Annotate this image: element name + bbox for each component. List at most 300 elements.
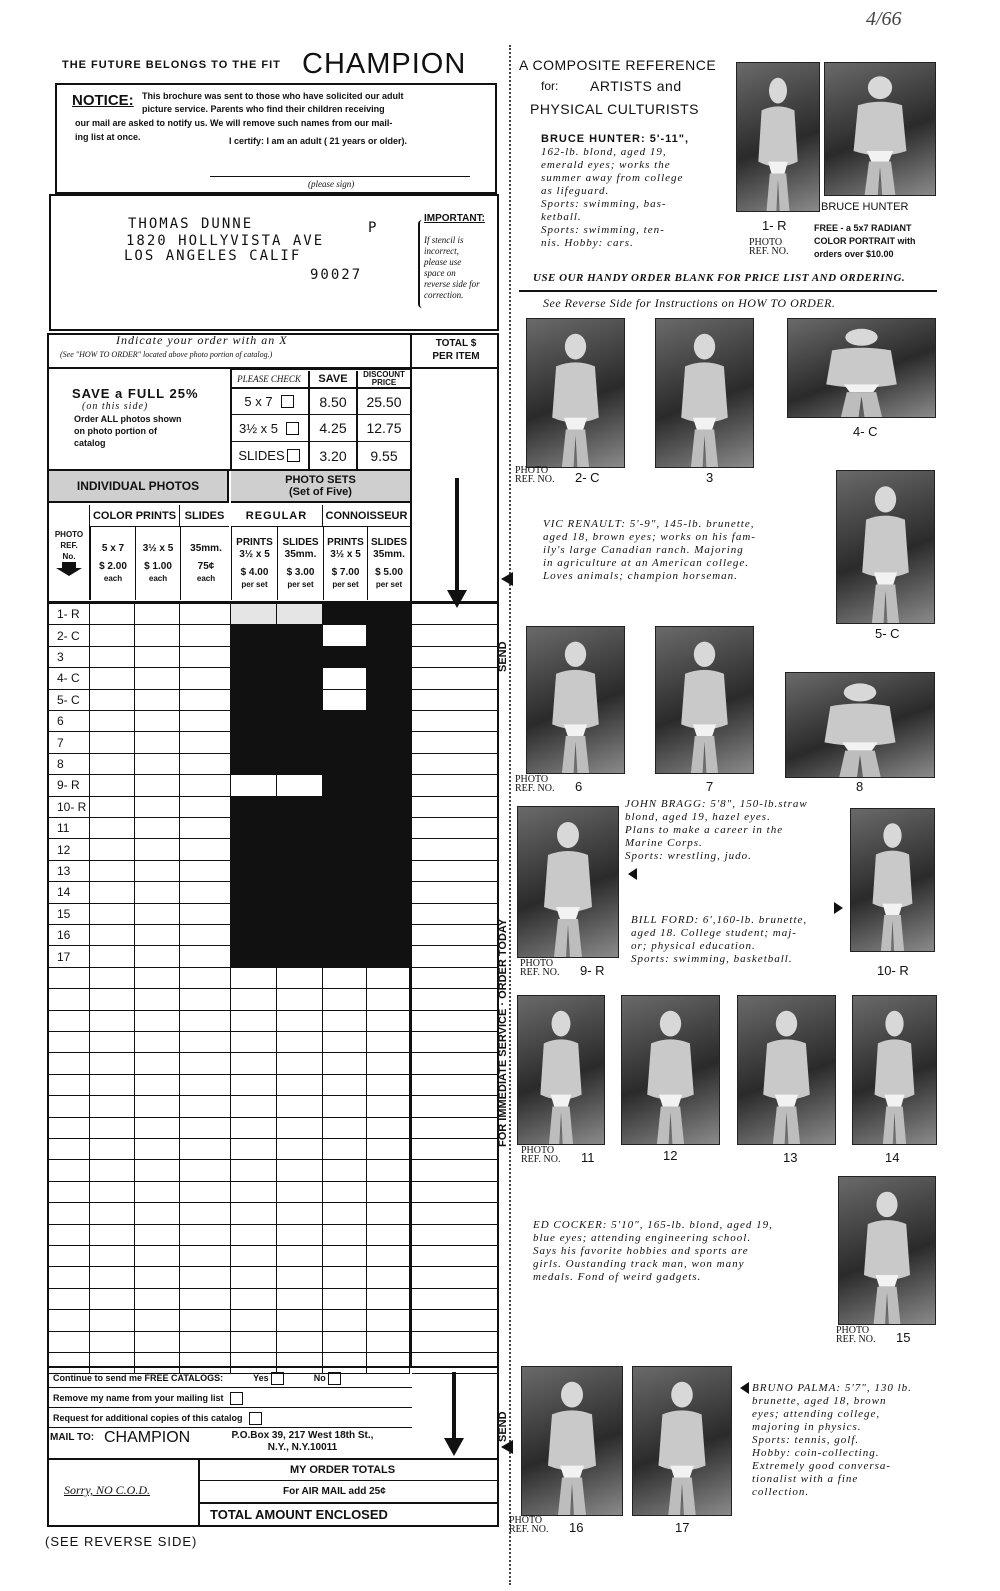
- item-total-cell[interactable]: [412, 668, 499, 689]
- order-cell[interactable]: [90, 989, 135, 1010]
- order-cell[interactable]: [367, 1160, 410, 1181]
- order-cell[interactable]: [90, 1182, 135, 1203]
- order-cell[interactable]: [90, 1053, 135, 1074]
- order-cell[interactable]: [135, 882, 180, 903]
- order-cell[interactable]: [323, 1160, 367, 1181]
- photo-ref-cell: [49, 1139, 90, 1160]
- order-cell[interactable]: [135, 711, 180, 732]
- order-cell[interactable]: [180, 818, 231, 839]
- order-cell[interactable]: [90, 818, 135, 839]
- order-cell[interactable]: [135, 775, 180, 796]
- column-head-text: 3½ x 5: [142, 542, 174, 554]
- order-cell[interactable]: [90, 775, 135, 796]
- order-cell[interactable]: [277, 1332, 323, 1353]
- order-cell[interactable]: [180, 1225, 231, 1246]
- order-cell[interactable]: [231, 775, 277, 796]
- order-cell[interactable]: [180, 1289, 231, 1310]
- discount-save-value: 4.25: [310, 415, 358, 442]
- discount-head-save: SAVE: [310, 371, 358, 389]
- order-cell[interactable]: [180, 904, 231, 925]
- order-cell[interactable]: [367, 1053, 410, 1074]
- order-cell[interactable]: [323, 1310, 367, 1331]
- order-cell[interactable]: [231, 1096, 277, 1117]
- order-cell[interactable]: [90, 1160, 135, 1181]
- order-cell[interactable]: [135, 1160, 180, 1181]
- order-cell[interactable]: [367, 1289, 410, 1310]
- order-cell[interactable]: [180, 1246, 231, 1267]
- order-cell[interactable]: [323, 1053, 367, 1074]
- order-cell[interactable]: [180, 1310, 231, 1331]
- discount-row-slides[interactable]: SLIDES: [230, 442, 310, 469]
- order-cell[interactable]: [323, 989, 367, 1010]
- order-cell[interactable]: [367, 1310, 410, 1331]
- item-total-cell[interactable]: [412, 1267, 499, 1288]
- blocked-cell: [323, 647, 367, 668]
- order-cell[interactable]: [90, 968, 135, 989]
- item-total-cell[interactable]: [412, 690, 499, 711]
- order-today-label: FOR IMMEDIATE SERVICE · ORDER TODAY: [497, 918, 509, 1148]
- order-cell[interactable]: [367, 1139, 410, 1160]
- order-cell[interactable]: [367, 1246, 410, 1267]
- item-total-cell[interactable]: [412, 1225, 499, 1246]
- blocked-cell: [323, 711, 367, 732]
- item-total-cell[interactable]: [412, 1011, 499, 1032]
- request-copies-option[interactable]: Request for additional copies of this catalog: [53, 1412, 262, 1425]
- column-head-text: 75¢: [197, 560, 215, 572]
- signature-line[interactable]: [210, 176, 470, 177]
- model-photo: [517, 995, 605, 1145]
- order-cell[interactable]: [180, 604, 231, 625]
- order-cell[interactable]: [180, 1096, 231, 1117]
- order-cell[interactable]: [231, 989, 277, 1010]
- item-total-cell[interactable]: [412, 989, 499, 1010]
- item-total-cell[interactable]: [412, 818, 499, 839]
- order-cell[interactable]: [231, 1011, 277, 1032]
- order-cell[interactable]: [180, 1032, 231, 1053]
- blocked-cell: [277, 797, 323, 818]
- order-cell[interactable]: [180, 839, 231, 860]
- right-arrow-icon: [834, 902, 843, 914]
- item-total-cell[interactable]: [412, 1053, 499, 1074]
- order-cell[interactable]: [180, 1332, 231, 1353]
- order-cell[interactable]: [90, 1267, 135, 1288]
- order-cell[interactable]: [367, 1203, 410, 1224]
- item-total-cell[interactable]: [412, 968, 499, 989]
- item-total-cell[interactable]: [412, 1289, 499, 1310]
- order-cell[interactable]: [90, 1032, 135, 1053]
- order-cell[interactable]: [180, 882, 231, 903]
- order-cell[interactable]: [231, 1267, 277, 1288]
- blocked-cell: [231, 754, 277, 775]
- order-cell[interactable]: [135, 668, 180, 689]
- order-cell[interactable]: [323, 1096, 367, 1117]
- order-cell[interactable]: [323, 1182, 367, 1203]
- item-total-cell[interactable]: [412, 754, 499, 775]
- order-cell[interactable]: [135, 1267, 180, 1288]
- order-cell[interactable]: [135, 1225, 180, 1246]
- item-total-cell[interactable]: [412, 732, 499, 753]
- blocked-cell: [231, 925, 277, 946]
- blocked-cell: [367, 604, 410, 625]
- blocked-cell: [231, 946, 277, 967]
- order-cell[interactable]: [135, 1011, 180, 1032]
- order-cell[interactable]: [90, 1075, 135, 1096]
- item-total-cell[interactable]: [412, 1310, 499, 1331]
- order-cell[interactable]: [323, 1246, 367, 1267]
- item-total-cell[interactable]: [412, 1139, 499, 1160]
- item-total-cell[interactable]: [412, 711, 499, 732]
- blocked-cell: [323, 754, 367, 775]
- order-cell[interactable]: [277, 1160, 323, 1181]
- no-checkbox[interactable]: [328, 1372, 341, 1385]
- item-total-cell[interactable]: [412, 1075, 499, 1096]
- order-cell[interactable]: [90, 1011, 135, 1032]
- checkbox[interactable]: [249, 1412, 262, 1425]
- figure-silhouette-icon: [825, 63, 935, 195]
- order-cell[interactable]: [135, 946, 180, 967]
- item-total-cell[interactable]: [412, 839, 499, 860]
- left-arrow-icon: [501, 1440, 513, 1454]
- order-cell[interactable]: [277, 1289, 323, 1310]
- composite-title: A COMPOSITE REFERENCE: [519, 57, 717, 73]
- remove-name-option[interactable]: Remove my name from your mailing list: [53, 1392, 243, 1405]
- photo-ref-cell: 2- C: [49, 625, 90, 646]
- order-cell[interactable]: [277, 1053, 323, 1074]
- photo-ref-number: 3: [706, 470, 714, 485]
- order-cell[interactable]: [231, 1118, 277, 1139]
- order-cell[interactable]: [135, 818, 180, 839]
- portrait-name: BRUCE HUNTER: [821, 201, 909, 213]
- order-cell[interactable]: [180, 1182, 231, 1203]
- notice-line-1: This brochure was sent to those who have solicited our adult: [142, 91, 404, 101]
- order-cell[interactable]: [90, 1332, 135, 1353]
- order-cell[interactable]: [90, 1118, 135, 1139]
- order-cell[interactable]: [90, 625, 135, 646]
- checkbox[interactable]: [287, 449, 300, 462]
- blocked-cell: [277, 668, 323, 689]
- divider: [47, 1427, 412, 1428]
- order-cell[interactable]: [135, 1032, 180, 1053]
- discount-head-check: PLEASE CHECK: [230, 371, 310, 389]
- perforation-line: [509, 45, 511, 1585]
- order-cell[interactable]: [231, 1160, 277, 1181]
- order-cell[interactable]: [135, 1075, 180, 1096]
- order-cell[interactable]: [135, 989, 180, 1010]
- figure-silhouette-icon: [851, 809, 934, 951]
- order-cell[interactable]: [367, 989, 410, 1010]
- photo-ref-cell: 4- C: [49, 668, 90, 689]
- order-cell[interactable]: [231, 1139, 277, 1160]
- order-cell[interactable]: [90, 861, 135, 882]
- order-cell[interactable]: [135, 925, 180, 946]
- order-cell[interactable]: [180, 668, 231, 689]
- order-cell[interactable]: [323, 1032, 367, 1053]
- blocked-cell: [367, 647, 410, 668]
- order-cell[interactable]: [367, 1353, 410, 1374]
- order-cell[interactable]: [180, 797, 231, 818]
- order-cell[interactable]: [231, 1310, 277, 1331]
- order-cell[interactable]: [323, 1332, 367, 1353]
- order-cell[interactable]: [90, 839, 135, 860]
- order-cell[interactable]: [90, 668, 135, 689]
- order-cell[interactable]: [135, 1246, 180, 1267]
- column-head-text: per set: [375, 579, 403, 589]
- order-cell[interactable]: [135, 1182, 180, 1203]
- order-cell[interactable]: [90, 946, 135, 967]
- order-cell[interactable]: [135, 968, 180, 989]
- blocked-cell: [323, 925, 367, 946]
- order-cell[interactable]: [323, 1075, 367, 1096]
- individual-photos-head: INDIVIDUAL PHOTOS: [49, 471, 229, 503]
- order-cell[interactable]: [231, 1075, 277, 1096]
- order-cell[interactable]: [180, 647, 231, 668]
- discount-save-value: 8.50: [310, 389, 358, 415]
- order-cell[interactable]: [277, 1246, 323, 1267]
- order-cell[interactable]: [323, 625, 367, 646]
- order-cell[interactable]: [231, 968, 277, 989]
- order-cell[interactable]: [180, 732, 231, 753]
- order-cell[interactable]: [231, 1053, 277, 1074]
- order-cell[interactable]: [323, 968, 367, 989]
- order-cell[interactable]: [323, 1011, 367, 1032]
- order-cell[interactable]: [367, 1118, 410, 1139]
- order-cell[interactable]: [277, 1182, 323, 1203]
- order-cell[interactable]: [180, 1075, 231, 1096]
- blocked-cell: [367, 904, 410, 925]
- color-prints-head: COLOR PRINTS: [90, 505, 180, 527]
- order-cell[interactable]: [90, 604, 135, 625]
- order-cell[interactable]: [323, 1289, 367, 1310]
- blocked-cell: [277, 711, 323, 732]
- column-head-text: $ 7.00: [331, 566, 360, 578]
- order-cell[interactable]: [367, 1032, 410, 1053]
- order-cell[interactable]: [277, 1267, 323, 1288]
- order-cell[interactable]: [90, 732, 135, 753]
- order-cell[interactable]: [135, 861, 180, 882]
- bio-bill-ford: BILL FORD: 6',160-lb. brunette, aged 18. College student; maj- or; physical education. Sports: swimming, basketball.: [631, 914, 808, 965]
- blocked-cell: [277, 625, 323, 646]
- order-cell[interactable]: [90, 1139, 135, 1160]
- order-cell[interactable]: [90, 1203, 135, 1224]
- order-cell[interactable]: [367, 1011, 410, 1032]
- model-photo: [852, 995, 937, 1145]
- item-total-cell[interactable]: [412, 925, 499, 946]
- order-cell[interactable]: [277, 968, 323, 989]
- order-cell[interactable]: [277, 1075, 323, 1096]
- order-cell[interactable]: [135, 797, 180, 818]
- item-total-cell[interactable]: [412, 647, 499, 668]
- photo-ref-cell: [49, 968, 90, 989]
- order-cell[interactable]: [135, 754, 180, 775]
- column-head-text: $ 2.00: [99, 560, 127, 572]
- blocked-cell: [323, 604, 367, 625]
- item-total-cell[interactable]: [412, 625, 499, 646]
- order-cell[interactable]: [90, 925, 135, 946]
- order-cell[interactable]: [277, 1032, 323, 1053]
- figure-silhouette-icon: [737, 63, 819, 211]
- order-cell[interactable]: [135, 839, 180, 860]
- photo-ref-cell: [49, 1246, 90, 1267]
- blocked-cell: [231, 839, 277, 860]
- item-total-cell[interactable]: [412, 1182, 499, 1203]
- order-cell[interactable]: [367, 1267, 410, 1288]
- column-head-text: $ 3.00: [286, 566, 315, 578]
- order-cell[interactable]: [90, 1289, 135, 1310]
- order-cell[interactable]: [135, 690, 180, 711]
- order-cell[interactable]: [180, 1053, 231, 1074]
- item-total-cell[interactable]: [412, 775, 499, 796]
- order-cell[interactable]: [90, 1310, 135, 1331]
- order-cell[interactable]: [277, 1011, 323, 1032]
- order-cell[interactable]: [90, 754, 135, 775]
- order-cell[interactable]: [180, 775, 231, 796]
- column-head-text: each: [103, 573, 123, 583]
- figure-silhouette-icon: [527, 627, 624, 773]
- order-cell[interactable]: [323, 690, 367, 711]
- item-total-cell[interactable]: [412, 861, 499, 882]
- order-cell[interactable]: [90, 882, 135, 903]
- order-cell[interactable]: [135, 604, 180, 625]
- item-total-cell[interactable]: [412, 904, 499, 925]
- continue-catalogs[interactable]: Continue to send me FREE CATALOGS: Yes No: [53, 1372, 341, 1385]
- item-total-cell[interactable]: [412, 1118, 499, 1139]
- order-cell[interactable]: [180, 1118, 231, 1139]
- yes-checkbox[interactable]: [271, 1372, 284, 1385]
- order-cell[interactable]: [180, 1139, 231, 1160]
- order-cell[interactable]: [135, 1310, 180, 1331]
- order-cell[interactable]: [180, 861, 231, 882]
- order-cell[interactable]: [135, 1332, 180, 1353]
- checkbox[interactable]: [281, 395, 294, 408]
- order-cell[interactable]: [323, 1203, 367, 1224]
- order-cell[interactable]: [180, 711, 231, 732]
- order-cell[interactable]: [367, 1225, 410, 1246]
- order-cell[interactable]: [90, 1225, 135, 1246]
- item-total-cell[interactable]: [412, 882, 499, 903]
- order-cell[interactable]: [135, 1203, 180, 1224]
- order-cell[interactable]: [277, 1203, 323, 1224]
- air-mail-text: For AIR MAIL add 25¢: [283, 1486, 386, 1497]
- column-head-text: 3½ x 5: [239, 548, 270, 560]
- item-total-cell[interactable]: [412, 1096, 499, 1117]
- item-total-cell[interactable]: [412, 1160, 499, 1181]
- order-cell[interactable]: [231, 1246, 277, 1267]
- item-total-cell[interactable]: [412, 946, 499, 967]
- order-cell[interactable]: [90, 904, 135, 925]
- discount-row-3x5[interactable]: 3½ x 5: [230, 415, 310, 442]
- order-cell[interactable]: [367, 1075, 410, 1096]
- blocked-cell: [367, 797, 410, 818]
- order-cell[interactable]: [135, 1118, 180, 1139]
- order-cell[interactable]: [135, 1096, 180, 1117]
- order-cell[interactable]: [367, 1332, 410, 1353]
- order-cell[interactable]: [135, 1289, 180, 1310]
- column-head-text: 35mm.: [373, 548, 405, 560]
- blocked-cell: [323, 818, 367, 839]
- order-cell[interactable]: [90, 797, 135, 818]
- order-cell[interactable]: [90, 647, 135, 668]
- order-cell[interactable]: [277, 775, 323, 796]
- photo-ref-cell: [49, 1225, 90, 1246]
- order-cell[interactable]: [323, 1267, 367, 1288]
- item-total-cell[interactable]: [412, 1246, 499, 1267]
- column-head-text: 5 x 7: [101, 542, 125, 554]
- checkbox[interactable]: [230, 1392, 243, 1405]
- order-cell[interactable]: [180, 625, 231, 646]
- order-cell[interactable]: [277, 1139, 323, 1160]
- blocked-cell: [367, 946, 410, 967]
- order-cell[interactable]: [277, 1118, 323, 1139]
- order-cell[interactable]: [180, 690, 231, 711]
- order-cell[interactable]: [90, 1096, 135, 1117]
- down-arrow-icon: [444, 478, 470, 608]
- order-cell[interactable]: [277, 1310, 323, 1331]
- order-cell[interactable]: [323, 668, 367, 689]
- order-cell[interactable]: [323, 1118, 367, 1139]
- model-photo: [787, 318, 936, 418]
- model-photo: [824, 62, 936, 196]
- item-total-cell[interactable]: [412, 1332, 499, 1353]
- order-cell[interactable]: [231, 1182, 277, 1203]
- order-cell[interactable]: [231, 1203, 277, 1224]
- model-photo: [737, 995, 836, 1145]
- order-cell[interactable]: [90, 690, 135, 711]
- model-photo: [736, 62, 820, 212]
- order-cell[interactable]: [231, 1032, 277, 1053]
- blocked-cell: [231, 904, 277, 925]
- order-cell[interactable]: [135, 904, 180, 925]
- order-cell[interactable]: [180, 925, 231, 946]
- order-cell[interactable]: [367, 968, 410, 989]
- item-total-cell[interactable]: [412, 1032, 499, 1053]
- order-cell[interactable]: [90, 711, 135, 732]
- figure-silhouette-icon: [656, 627, 753, 773]
- order-cell[interactable]: [277, 1096, 323, 1117]
- order-cell[interactable]: [231, 1332, 277, 1353]
- checkbox[interactable]: [286, 422, 299, 435]
- order-cell[interactable]: [135, 1053, 180, 1074]
- order-cell[interactable]: [180, 1203, 231, 1224]
- item-total-cell[interactable]: [412, 797, 499, 818]
- order-cell[interactable]: [135, 1139, 180, 1160]
- order-cell[interactable]: [277, 989, 323, 1010]
- item-total-cell[interactable]: [412, 1203, 499, 1224]
- address-line-1: THOMAS DUNNE: [128, 216, 254, 232]
- blocked-cell: [323, 904, 367, 925]
- order-cell[interactable]: [180, 1160, 231, 1181]
- order-cell[interactable]: [367, 1182, 410, 1203]
- order-cell[interactable]: [323, 1139, 367, 1160]
- order-cell[interactable]: [180, 1011, 231, 1032]
- photo-ref-cell: [49, 1310, 90, 1331]
- order-cell[interactable]: [231, 1289, 277, 1310]
- order-cell[interactable]: [277, 1225, 323, 1246]
- order-cell[interactable]: [180, 754, 231, 775]
- order-cell[interactable]: [180, 946, 231, 967]
- order-cell[interactable]: [367, 1096, 410, 1117]
- discount-row-5x7[interactable]: 5 x 7: [230, 389, 310, 415]
- order-cell[interactable]: [135, 625, 180, 646]
- order-cell[interactable]: [135, 732, 180, 753]
- order-cell[interactable]: [323, 1225, 367, 1246]
- order-cell[interactable]: [231, 1225, 277, 1246]
- order-cell[interactable]: [90, 1246, 135, 1267]
- order-cell[interactable]: [180, 968, 231, 989]
- order-cell[interactable]: [135, 647, 180, 668]
- blocked-cell: [277, 818, 323, 839]
- order-cell[interactable]: [180, 1267, 231, 1288]
- order-cell[interactable]: [180, 989, 231, 1010]
